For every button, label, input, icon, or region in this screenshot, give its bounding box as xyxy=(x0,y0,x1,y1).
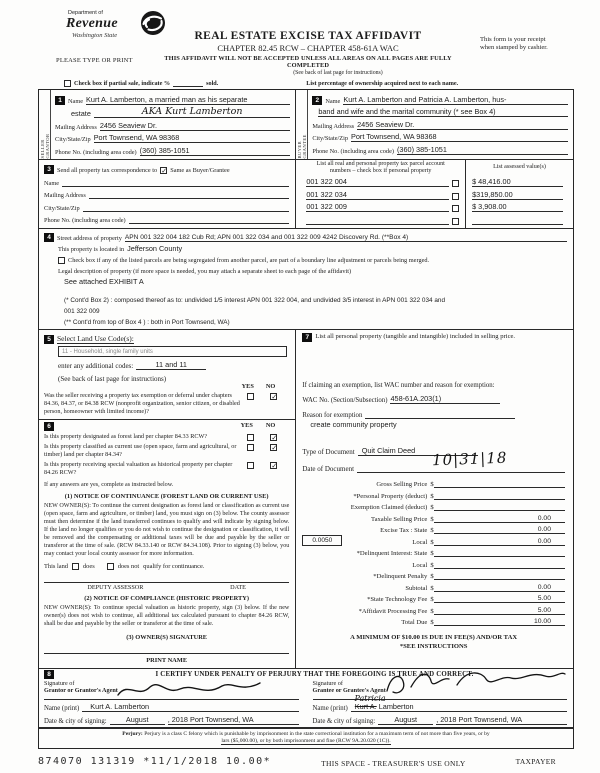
grantee-signature-block xyxy=(313,680,568,725)
bottom-strip xyxy=(38,756,574,768)
currency-sign: $ xyxy=(430,584,434,592)
land-use-see-back: (See back of last page for instructions) xyxy=(58,374,167,383)
forest-land-question: Is this property designated as forest land per chapter 84.33 RCW? xyxy=(44,432,208,440)
corr-name-label: Name xyxy=(44,179,60,187)
tax-correspondence-box xyxy=(39,160,295,228)
currency-sign: $ xyxy=(430,515,434,523)
affidavit-processing-fee-label: *Affidavit Processing Fee xyxy=(358,607,428,615)
cashier-stamp: 874070 131319 *11/1/2018 10.00* xyxy=(38,755,272,767)
delinquent-penalty-amount xyxy=(434,579,565,580)
seller-name-handwritten: AKA Kurt Lamberton xyxy=(94,106,290,118)
currency-sign: $ xyxy=(430,619,434,626)
title-block xyxy=(158,30,458,76)
seller-phone-value: (360) 385-1051 xyxy=(140,146,291,156)
street-address-value: APN 001 322 004 182 Cub Rd; APN 001 322 034 and 001 322 009 4242 Discovery Rd. (**Box 4) xyxy=(125,234,567,242)
grantor-name-label: Name (print) xyxy=(44,705,80,712)
box-2-badge: 2 xyxy=(312,96,322,105)
subtotal-label: Subtotal xyxy=(405,584,428,592)
currency-sign: $ xyxy=(430,596,434,603)
buyer-name-value: Kurt A. Lamberton and Patricia A. Lamberton, hus- xyxy=(343,95,568,105)
grantee-sig-label-2: Grantee or Grantee's Agent xyxy=(312,687,386,694)
historic-no-checkbox: ✓ xyxy=(271,461,278,470)
deputy-assessor-line xyxy=(44,582,289,583)
form-chapter: CHAPTER 82.45 RCW – CHAPTER 458-61A WAC xyxy=(217,43,399,53)
segregated-label: Check box if any of the listed parcels are being segregated from another parcel, are part of a boundary line adjustment or parcels being merged. xyxy=(68,256,430,264)
property-description-box xyxy=(39,229,573,330)
certification-box xyxy=(39,669,573,728)
date-of-document-line xyxy=(357,472,565,473)
type-of-document-value: Quit Claim Deed xyxy=(358,446,478,456)
delinquent-interest-state-label: *Delinquent Interest: State xyxy=(356,550,428,557)
exemption-intro: If claiming an exemption, list WAC number and reason for exemption: xyxy=(302,382,495,389)
correspondence-parcels-row xyxy=(39,160,573,229)
box-8-badge: 8 xyxy=(44,670,54,679)
buyer-side-top: BUYER xyxy=(296,140,302,159)
land-use-title: Select Land Use Code(s): xyxy=(57,334,134,343)
affidavit-processing-fee-amount: 5.00 xyxy=(434,607,565,615)
deputy-assessor-label: DEPUTY ASSESSOR xyxy=(87,583,144,591)
logo-state-text: Washington State xyxy=(72,32,118,39)
assessed-value: $ 3,908.00 xyxy=(472,202,563,212)
form-title: REAL ESTATE EXCISE TAX AFFIDAVIT xyxy=(194,30,422,42)
corr-mailing-blank xyxy=(89,198,290,199)
taxpayer-label: TAXPAYER xyxy=(515,756,556,766)
perjury-line1: Perjury is a class C felony which is punishable by imprisonment in the state correctional institution for a maximum term of not more than five years, or by xyxy=(144,730,490,737)
additional-codes-label: enter any additional codes: xyxy=(58,362,134,370)
historic-question: Is this property receiving special valuation as historical property per chapter 84.26 RCW? xyxy=(44,460,233,476)
local-rate-box: 0.0050 xyxy=(302,535,342,546)
affidavit-form xyxy=(38,89,574,749)
grantee-date-month: August xyxy=(378,715,433,725)
reason-blank xyxy=(365,418,515,419)
no-header: NO xyxy=(265,382,276,390)
spacer xyxy=(302,429,565,443)
currency-sign: $ xyxy=(430,607,434,615)
seller-name-value: Kurt A. Lamberton, a married man as his separate xyxy=(86,95,290,105)
middle-section xyxy=(39,330,573,669)
personal-property-deduct-label: *Personal Property (deduct) xyxy=(353,492,428,500)
delinquent-interest-local-amount xyxy=(434,568,565,569)
tax-computation-box xyxy=(295,330,573,668)
reason-label: Reason for exemption xyxy=(302,412,363,419)
buyer-mailing-value: 2456 Seaview Dr. xyxy=(357,120,568,130)
assessed-values-header: List assessed value(s) xyxy=(465,160,573,175)
seller-side-bottom: GRANTOR xyxy=(44,133,50,159)
grantee-name-value: Lamberton xyxy=(378,702,414,711)
forest-yes-checkbox xyxy=(247,434,254,441)
receipt-note-line1: This form is your receipt xyxy=(480,36,546,43)
currency-sign: $ xyxy=(430,492,434,500)
delinquent-penalty-label: *Delinquent Penalty xyxy=(373,573,428,580)
grantor-signature-block xyxy=(44,680,299,725)
grantor-name-value: Kurt A. Lamberton xyxy=(82,702,298,712)
does-checkbox xyxy=(72,563,79,570)
parcel-personal-checkbox xyxy=(452,218,459,225)
correspondence-intro: Send all property tax correspondence to xyxy=(57,167,158,174)
receipt-note xyxy=(480,36,572,52)
grantor-signature xyxy=(114,677,264,701)
seller-city-value: Port Townsend, WA 98368 xyxy=(94,133,291,143)
forest-no-checkbox: ✓ xyxy=(271,433,278,442)
grantee-name-label: Name (print) xyxy=(312,705,348,712)
seller-side-top: SELLER xyxy=(39,139,45,159)
perjury-label: Perjury: xyxy=(122,730,143,737)
type-of-document-label: Type of Document xyxy=(302,447,355,456)
same-as-buyer-checkbox: ✓ xyxy=(161,167,168,175)
same-as-buyer-label: Same as Buyer/Grantee xyxy=(170,167,230,174)
currency-sign: $ xyxy=(430,561,434,569)
qualify-label: qualify for continuance. xyxy=(143,562,205,570)
personal-property-deduct-amount xyxy=(434,499,565,500)
grantor-sig-label-2: Grantor or Grantor's Agent xyxy=(44,687,118,694)
parcels-header-line2: numbers – check box if personal property xyxy=(329,167,432,174)
print-name-label: PRINT NAME xyxy=(146,656,188,664)
reason-value: create community property xyxy=(310,420,397,429)
treasurer-use-label: THIS SPACE - TREASURER'S USE ONLY xyxy=(321,758,466,768)
total-due-amount: 10.00 xyxy=(434,618,565,626)
left-column xyxy=(39,330,295,668)
corr-phone-blank xyxy=(129,223,290,224)
currency-sign: $ xyxy=(430,573,434,580)
personal-property-label: List all personal property (tangible and intangible) included in selling price. xyxy=(315,333,516,340)
grantee-name-struck: Kurt A. xyxy=(354,702,377,711)
does-not-checkbox xyxy=(107,563,114,570)
grantee-date-rest: , 2018 Port Townsend, WA xyxy=(436,715,567,725)
notice-compliance-text: NEW OWNER(S): To continue special valuation as historic property, sign (3) below. If the new owner(s) does not wish to continue, all additional tax calculated pursuant to chapter 84.26 RCW, shall be due and payable by the seller or transferor at the time of sale. xyxy=(44,604,290,627)
grantee-signature xyxy=(383,665,568,699)
owner-signature-line xyxy=(44,653,289,654)
no-header-2: NO xyxy=(265,421,276,429)
additional-codes-value: 11 and 11 xyxy=(136,360,206,370)
current-use-question: Is this property classified as current use (open space, farm and agricultural, or timber) land per chapter 84.34? xyxy=(44,442,237,458)
notice-compliance-title: (2) NOTICE OF COMPLIANCE (HISTORIC PROPERTY) xyxy=(84,594,249,602)
contd-box2-line2: 001 322 009 xyxy=(64,307,100,315)
segregated-checkbox xyxy=(58,257,65,264)
minimum-due-note: A MINIMUM OF $10.00 IS DUE IN FEE(S) AND/OR TAX xyxy=(350,634,518,641)
form-header xyxy=(38,8,574,80)
currency-sign: $ xyxy=(430,481,434,488)
parcel-number: 001 322 004 xyxy=(306,177,449,187)
yes-header: YES xyxy=(241,382,254,390)
yes-header-2: YES xyxy=(240,421,253,429)
money-lines xyxy=(302,477,565,627)
grantee-sig-label-1: Signature of xyxy=(312,679,343,687)
assessed-value xyxy=(472,224,563,225)
personal-property-blank-space xyxy=(302,344,565,382)
perjury-line2: lars ($5,000.00), or by both imprisonment and fine (RCW 9A.20.020 (1C)). xyxy=(221,737,391,744)
corr-city-label: City/State/Zip xyxy=(44,204,80,212)
assessed-value: $ 48,416.00 xyxy=(472,177,563,187)
located-label: This property is located in xyxy=(58,245,125,253)
parcel-number: 001 322 009 xyxy=(306,202,449,212)
corr-phone-label: Phone No. (including area code) xyxy=(44,217,126,224)
gross-selling-price-amount xyxy=(434,487,565,488)
parcels-box xyxy=(295,160,573,228)
parcel-personal-checkbox xyxy=(452,205,459,212)
buyer-name-label: Name xyxy=(325,97,341,105)
corr-mailing-label: Mailing Address xyxy=(44,192,86,199)
notice-continuance-text: NEW OWNER(S): To continue the current designation as forest land or classification as current use (open space, farm and agriculture, or timber) land, you must sign on (3) below. The county assessor must then determine if the land transferred continues to qualify and will indicate by signing below. If the land no longer qualifies or you do not wish to continue the designation or classification, it will be removed and the compensating or additional taxes will be due and payable by the seller or transferor at the time of sale. (RCW 84.33.140 or RCW 84.34.108). Prior to signing (3) below, you may contact your local county assessor for more information. xyxy=(44,502,290,557)
wac-label: WAC No. (Section/Subsection) xyxy=(302,397,388,404)
grantor-date-rest: , 2018 Port Townsend, WA xyxy=(168,715,299,725)
notice-continuance-title: (1) NOTICE OF CONTINUANCE (FOREST LAND OR CURRENT USE) xyxy=(64,492,269,500)
buyer-city-label: City/State/Zip xyxy=(312,135,348,142)
seller-phone-label: Phone No. (including area code) xyxy=(55,148,137,156)
buyer-phone-value: (360) 385-1051 xyxy=(397,145,568,155)
located-value: Jefferson County xyxy=(127,243,183,253)
buyer-mailing-label: Mailing Address xyxy=(312,122,355,130)
parcels-header-line1: List all real and personal property tax parcel account xyxy=(316,160,445,167)
wac-value: 458-61A.203(1) xyxy=(390,394,500,404)
parcel-number: 001 322 034 xyxy=(306,190,449,200)
date-of-document-handwritten: 10|31|18 xyxy=(432,448,508,469)
subtotal-amount: 0.00 xyxy=(434,584,565,592)
grantor-date-month: August xyxy=(110,715,165,725)
parties-row xyxy=(39,90,573,160)
does-label: does xyxy=(82,562,95,570)
see-instructions-note: *SEE INSTRUCTIONS xyxy=(399,642,468,650)
legal-description-value: See attached EXHIBIT A xyxy=(64,276,144,286)
gross-selling-price-label: Gross Selling Price xyxy=(376,481,428,488)
historic-yes-checkbox xyxy=(247,462,254,469)
parcel-personal-checkbox xyxy=(452,193,459,200)
taxable-selling-price-amount: 0.00 xyxy=(434,515,565,523)
grantor-date-label: Date & city of signing: xyxy=(44,717,107,725)
certify-statement: I CERTIFY UNDER PENALTY OF PERJURY THAT THE FOREGOING IS TRUE AND CORRECT. xyxy=(155,670,474,678)
if-yes-note: If any answers are yes, complete as instructed below. xyxy=(44,481,174,488)
owner-signature-label: (3) OWNER(S) SIGNATURE xyxy=(126,633,208,641)
contd-box4-note: (** Cont'd from top of Box 4 ) : both in Port Townsend, WA) xyxy=(64,318,230,326)
assessed-value: $319,850.00 xyxy=(472,190,563,200)
excise-tax-state-amount: 0.00 xyxy=(434,526,565,534)
ownership-note: List percentage of ownership acquired next to each name. xyxy=(306,80,459,87)
current-use-yes-checkbox xyxy=(247,444,254,451)
see-back-note: (See back of last page for instructions) xyxy=(293,70,383,76)
designation-box xyxy=(39,419,295,668)
receipt-note-line2: when stamped by cashier. xyxy=(480,44,548,51)
box-1-badge: 1 xyxy=(55,96,65,105)
parcel-number xyxy=(306,224,449,225)
form-warning: THIS AFFIDAVIT WILL NOT BE ACCEPTED UNLESS ALL AREAS ON ALL PAGES ARE FULLY COMPLETED xyxy=(164,55,452,69)
logo-agency-text: Revenue xyxy=(66,16,118,31)
land-use-box xyxy=(39,330,295,419)
land-use-code-field: 11 - Household, single family units xyxy=(58,346,287,357)
seller-mailing-label: Mailing Address xyxy=(55,123,97,131)
contd-box2-line1: (* Cont'd Box 2) : composed thereof as to: undivided 1/5 interest APN 001 322 004, and undivided 3/5 interest in APN 001 322 034 and xyxy=(64,296,446,304)
seller-name-label: Name xyxy=(68,97,84,105)
exemption-claimed-amount xyxy=(434,510,565,511)
logo-dept-text: Department of xyxy=(68,10,103,16)
this-land-label: This land xyxy=(44,562,68,570)
partial-sale-row xyxy=(64,80,574,87)
date-of-document-label: Date of Document xyxy=(302,464,355,473)
parcels-header xyxy=(296,160,465,175)
excise-tax-local-amount: 0.00 xyxy=(434,538,565,546)
sold-label: sold. xyxy=(206,80,219,87)
street-address-label: Street address of property xyxy=(57,234,122,242)
currency-sign: $ xyxy=(430,527,434,534)
state-technology-fee-amount: 5.00 xyxy=(434,595,565,603)
delinquent-interest-state-amount xyxy=(434,556,565,557)
buyer-name-value-2: band and wife and the marital community (* see Box 4) xyxy=(318,107,568,117)
corr-city-blank xyxy=(83,211,290,212)
parcel-personal-checkbox xyxy=(452,180,459,187)
exemption-no-checkbox: ✓ xyxy=(271,392,278,401)
partial-sale-percent-blank xyxy=(173,86,203,87)
grantee-date-label: Date & city of signing: xyxy=(312,717,376,725)
box-4-badge: 4 xyxy=(44,233,54,242)
buyer-side-bottom: GRANTEE xyxy=(301,134,307,159)
seller-city-label: City/State/Zip xyxy=(55,136,91,143)
please-type-label: PLEASE TYPE OR PRINT xyxy=(56,57,133,64)
delinquent-interest-local-label: Local xyxy=(412,561,428,569)
total-due-label: Total Due xyxy=(401,619,428,626)
buyer-side-label xyxy=(296,90,308,159)
deputy-date-label: DATE xyxy=(230,583,246,591)
currency-sign: $ xyxy=(430,550,434,557)
legal-description-label: Legal description of property (if more space is needed, you may attach a separate sheet to each page of the affidavit) xyxy=(58,267,352,275)
exemption-question: Was the seller receiving a property tax exemption or deferral under chapters 84.36, 84.37, or 84.38 RCW (nonprofit organization, senior citizen, or disabled person, homeowner with limited income)? xyxy=(44,391,240,415)
grantor-sig-label-1: Signature of xyxy=(44,679,75,687)
box-5-badge: 5 xyxy=(44,335,54,344)
taxable-selling-price-label: Taxable Selling Price xyxy=(371,515,428,523)
seller-side-label xyxy=(39,90,51,159)
partial-sale-label: Check box if partial sale, indicate % xyxy=(74,80,171,87)
seller-grantor-box xyxy=(39,90,295,159)
currency-sign: $ xyxy=(430,538,434,546)
buyer-grantee-box xyxy=(295,90,573,159)
seller-mailing-value: 2456 Seaview Dr. xyxy=(100,121,291,131)
seller-name-value-2: estate xyxy=(71,109,91,118)
exemption-claimed-label: Exemption Claimed (deduct) xyxy=(350,504,428,511)
current-use-no-checkbox: ✓ xyxy=(271,443,278,452)
exemption-yes-checkbox xyxy=(247,393,254,400)
partial-sale-checkbox xyxy=(64,80,71,87)
excise-tax-local-label: Local xyxy=(412,538,428,546)
buyer-phone-label: Phone No. (including area code) xyxy=(312,147,394,155)
grantee-name-handwritten: Patricia xyxy=(354,694,386,703)
box-7-badge: 7 xyxy=(302,333,312,342)
box-6-badge: 6 xyxy=(44,422,54,431)
buyer-city-value: Port Townsend, WA 98368 xyxy=(351,132,568,142)
excise-tax-state-label: Excise Tax : State xyxy=(380,527,428,534)
state-technology-fee-label: *State Technology Fee xyxy=(367,596,428,603)
does-not-label: does not xyxy=(117,562,140,570)
box-3-badge: 3 xyxy=(44,165,54,174)
currency-sign: $ xyxy=(430,504,434,511)
corr-name-blank xyxy=(62,186,289,187)
perjury-note xyxy=(39,728,573,748)
